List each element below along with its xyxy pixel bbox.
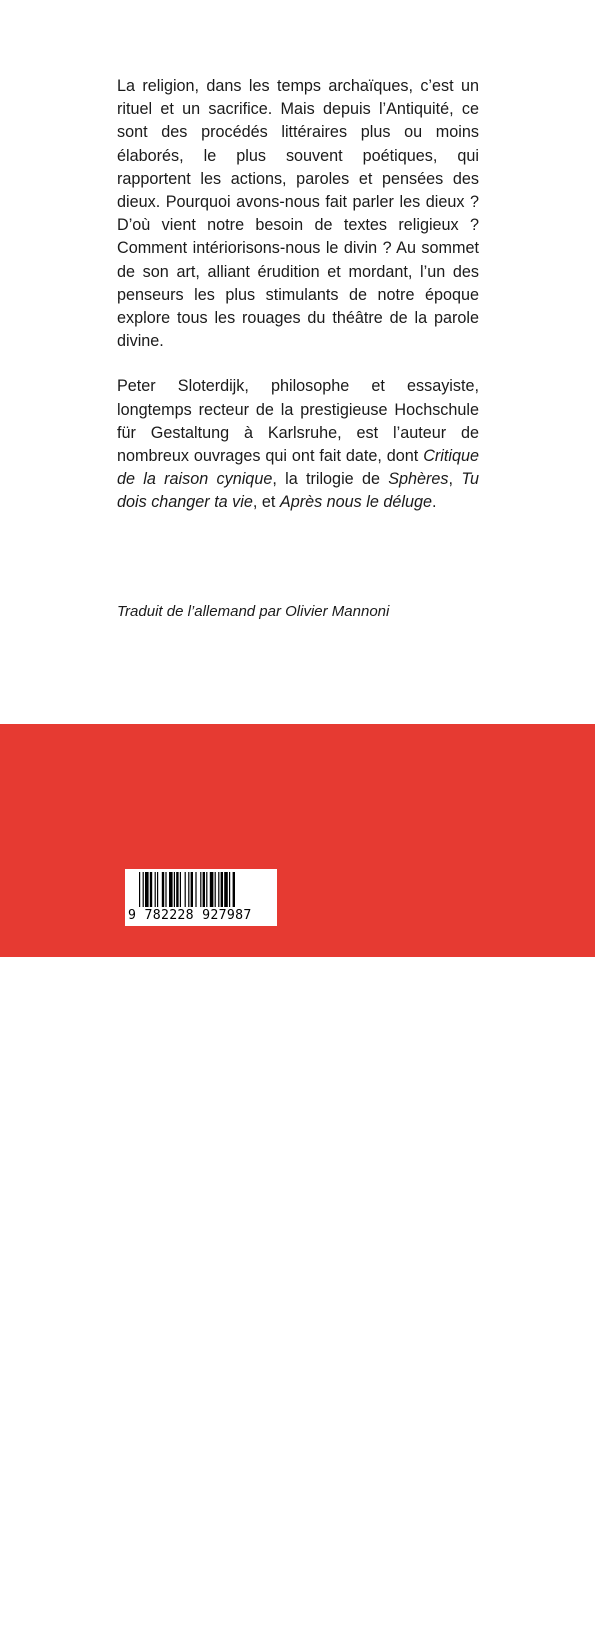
barcode-bar [155,872,156,907]
isbn-label: ISBN : 978-2-228-92798-7 [363,1634,487,1646]
barcode-bar [210,872,214,907]
price-label: Prix : 24 € [430,1601,487,1615]
blurb [117,75,479,515]
blurb-paragraph-summary: La religion, dans les temps archaïques, c’est un rituel et un sacrifice. Mais depuis l’Antiquité, ce sont des procédés littéraires plus ou moins élaborés, le plus souvent poétiques, qui rapportent les actions, paroles et pensées des dieux. Pourquoi avons-nous fait parler les dieux ? D’où vient notre besoin de textes religieux ? Comment intériorisons-nous le divin ? Au sommet de son art, alliant érudition et mordant, l’un des penseurs les plus stimulants de notre époque explore tous les rouages du théâtre de la parole divine. [117,77,479,351]
separator-text: , la trilogie de [272,470,389,489]
book-title-spheres: Sphères [388,470,449,489]
barcode-bar [229,872,230,907]
barcode-bar [180,872,181,907]
barcode-bar [157,872,158,907]
barcode-bar [233,872,235,907]
footer-band [0,724,595,1646]
barcode-bar [203,872,205,907]
barcode-bar [224,872,228,907]
separator-text: . [431,493,437,512]
barcode-bar [200,872,201,907]
barcode-bar [139,872,140,907]
publisher-website: payot-rivages.fr [400,1570,487,1584]
barcode-bar [162,872,164,907]
barcode-bar [165,872,166,907]
barcode-bar [215,872,216,907]
barcode-bar [174,872,175,907]
blurb-paragraph-author [117,375,479,514]
book-title-tu-dois: Tu dois changer ta vie [117,470,480,512]
barcode-bar [206,872,207,907]
barcode-bar [145,872,149,907]
barcode [125,869,277,926]
barcode-bar [185,872,186,907]
book-title-critique: Critique de la raison cynique [117,447,479,489]
barcode-bar [188,872,189,907]
barcode-bar [191,872,193,907]
barcode-bar [218,872,219,907]
separator-text: , [448,470,462,489]
separator-text: , et [252,493,280,512]
author-bio-text: Peter Sloterdijk, philosophe et essayiste, longtemps recteur de la prestigieuse Hochschule für Gestaltung à Karlsruhe, est l’auteur de nombreux ouvrages qui ont fait date, dont [117,377,479,466]
barcode-bar [221,872,223,907]
barcode-bar [195,872,196,907]
barcode-bar [176,872,178,907]
barcode-bar [150,872,152,907]
translator-credit: Traduit de l’allemand par Olivier Mannoni [117,603,390,620]
barcode-bar [169,872,173,907]
book-title-apres: Après nous le déluge [279,493,432,512]
barcode-bar [143,872,144,907]
barcode-number: 9 782228 927987 [128,908,252,923]
